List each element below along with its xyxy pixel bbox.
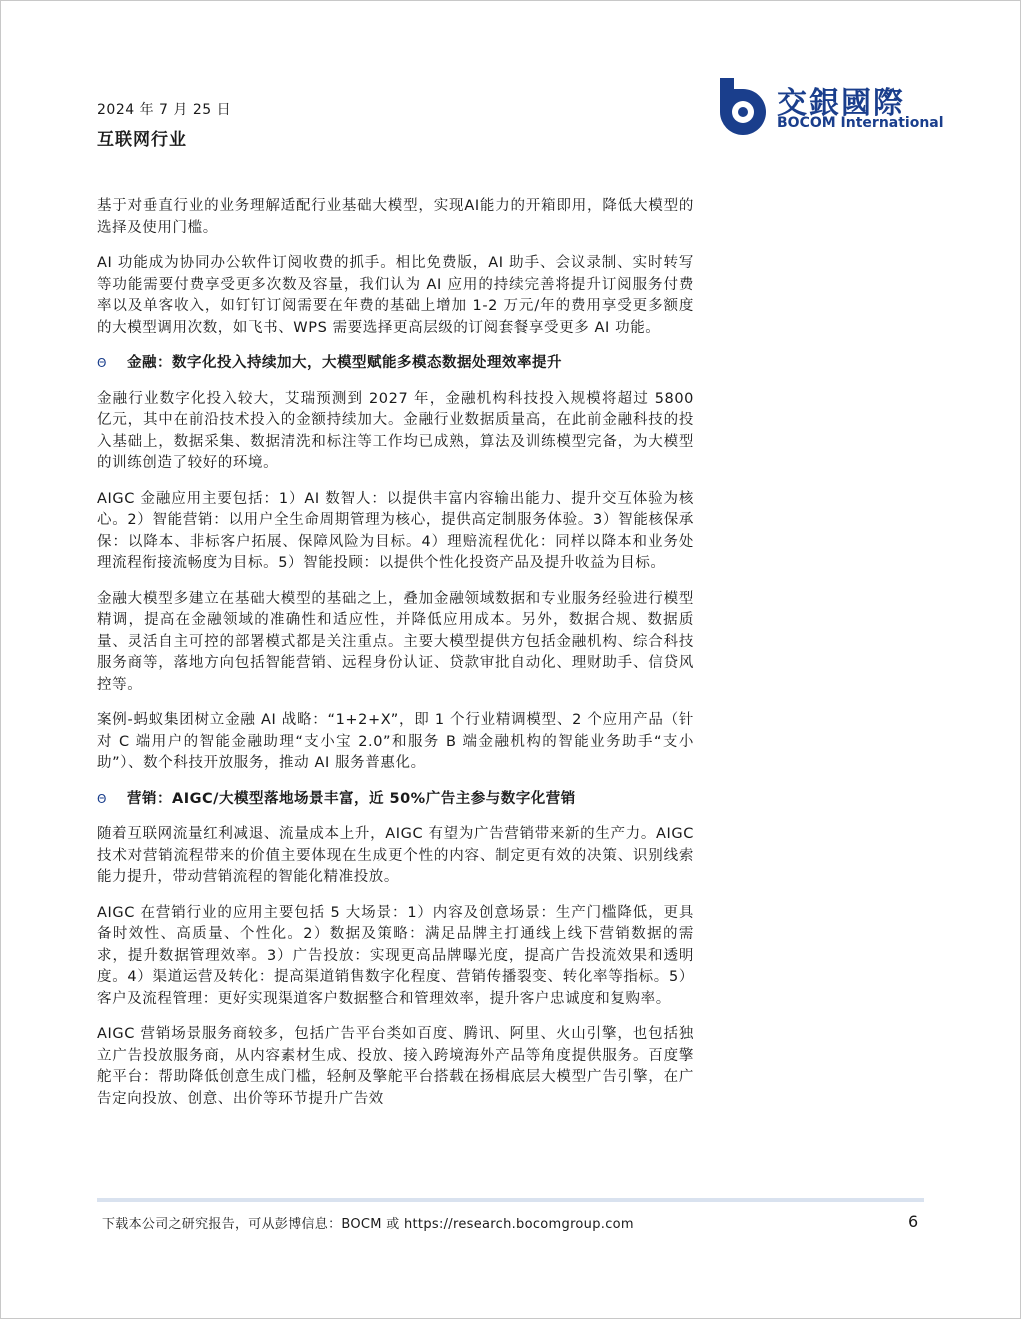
- report-date: 2024 年 7 月 25 日: [97, 102, 232, 118]
- section-heading-finance: [97, 353, 694, 375]
- paragraph: AI 功能成为协同办公软件订阅收费的抓手。相比免费版，AI 助手、会议录制、实时转写等功能需要付费享受更多次数及容量，我们认为 AI 应用的持续完善将提升订阅服务付费率以及单客收入，如钉钉订阅需要在年费的基础上增加 1-2 万元/年的费用享受更多额度的大模型调用次数，如飞书、WPS 需要选择更高层级的订阅套餐享受更多 AI 功能。: [97, 255, 694, 336]
- page-number: 6: [908, 1212, 919, 1231]
- paragraph: 基于对垂直行业的业务理解适配行业基础大模型，实现AI能力的开箱即用，降低大模型的选择及使用门槛。: [97, 198, 694, 236]
- bocom-emblem-icon: [712, 74, 774, 136]
- section-heading-marketing: [97, 789, 694, 811]
- paragraph: 金融行业数字化投入较大，艾瑞预测到 2027 年，金融机构科技投入规模将超过 5800 亿元，其中在前沿技术投入的金额持续加大。金融行业数据质量高，在此前金融科技的投入基础上，数据采集、数据清洗和标注等工作均已成熟，算法及训练模型完备，为大模型的训练创造了较好的环境。: [97, 390, 694, 471]
- main-content: [97, 196, 694, 1124]
- footer-disclaimer: 下载本公司之研究报告，可从彭博信息：BOCM 或 https://research.bocomgroup.com: [102, 1217, 634, 1232]
- paragraph: AIGC 在营销行业的应用主要包括 5 大场景：1）内容及创意场景：生产门槛降低，更具备时效性、高质量、个性化。2）数据及策略：满足品牌主打通线上线下营销数据的需求，提升数据管理效率。3）广告投放：实现更高品牌曝光度，提高广告投流效果和透明度。4）渠道运营及转化：提高渠道销售数字化程度、营销传播裂变、转化率等指标。5）客户及流程管理：更好实现渠道客户数据整合和管理效率，提升客户忠诚度和复购率。: [97, 904, 694, 1007]
- paragraph: 随着互联网流量红利减退、流量成本上升，AIGC 有望为广告营销带来新的生产力。AIGC 技术对营销流程带来的价值主要体现在生成更个性的内容、制定更有效的决策、识别线索能力提升，带动营销流程的智能化精准投放。: [97, 826, 694, 885]
- footer-divider: [97, 1198, 924, 1202]
- bullet-icon: Θ: [97, 791, 107, 806]
- section-title: 金融：数字化投入持续加大，大模型赋能多模态数据处理效率提升: [127, 355, 562, 371]
- section-title: 营销：AIGC/大模型落地场景丰富，近 50%广告主参与数字化营销: [127, 790, 576, 807]
- paragraph: 案例-蚂蚁集团树立金融 AI 战略：“1+2+X”，即 1 个行业精调模型、2 个应用产品（针对 C 端用户的智能金融助理“支小宝 2.0”和服务 B 端金融机构的智能业务助手“支小助”）、数个科技开放服务，推动 AI 服务普惠化。: [97, 712, 694, 771]
- bocom-logo: [712, 74, 944, 136]
- sector-title: 互联网行业: [97, 130, 187, 150]
- logo-english-name: BOCOM International: [777, 115, 944, 131]
- paragraph: 金融大模型多建立在基础大模型的基础之上，叠加金融领域数据和专业服务经验进行模型精调，提高在金融领域的准确性和适应性，并降低应用成本。另外，数据合规、数据质量、灵活自主可控的部署模式都是关注重点。主要大模型提供方包括金融机构、综合科技服务商等，落地方向包括智能营销、远程身份认证、贷款审批自动化、理财助手、信贷风控等。: [97, 590, 694, 693]
- bullet-icon: Θ: [97, 356, 107, 370]
- paragraph: AIGC 营销场景服务商较多，包括广告平台类如百度、腾讯、阿里、火山引擎，也包括独立广告投放服务商，从内容素材生成、投放、接入跨境海外产品等角度提供服务。百度擎舵平台：帮助降低创意生成门槛，轻舸及擎舵平台搭载在扬楫底层大模型广告引擎，在广告定向投放、创意、出价等环节提升广告效: [97, 1026, 694, 1107]
- logo-chinese-name: 交銀國際: [777, 86, 905, 121]
- paragraph: AIGC 金融应用主要包括：1）AI 数智人：以提供丰富内容输出能力、提升交互体验为核心。2）智能营销：以用户全生命周期管理为核心，提供高定制服务体验。3）智能核保承保：以降本、非标客户拓展、保障风险为目标。4）理赔流程优化：同样以降本和业务处理流程衔接流畅度为目标。5）智能投顾：以提供个性化投资产品及提升收益为目标。: [97, 490, 694, 571]
